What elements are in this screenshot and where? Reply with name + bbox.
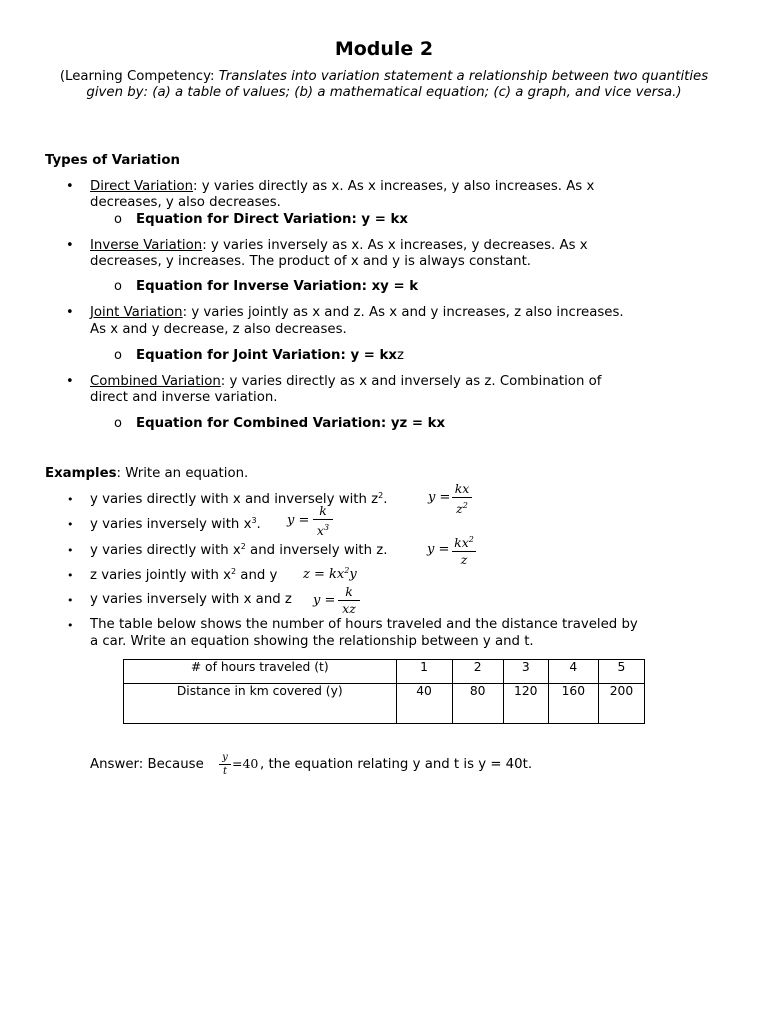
page-title: Module 2	[334, 38, 434, 60]
variation-desc-cont: As x and y decrease, z also decreases.	[90, 322, 347, 337]
equation-inverse: Equation for Inverse Variation: xy = k	[136, 279, 419, 294]
learning-competency	[40, 69, 728, 101]
circle-bullet-icon: o	[114, 416, 122, 431]
bullet-icon: •	[67, 544, 74, 557]
example-suffix: and y	[236, 568, 278, 583]
bullet-icon: •	[67, 518, 74, 531]
denominator-base: z	[456, 501, 463, 516]
denominator	[452, 499, 472, 516]
example-3-fraction	[452, 533, 476, 567]
table-cell: 120	[503, 684, 548, 724]
table-cell: 1	[396, 660, 452, 684]
example-suffix: and inversely with z.	[245, 543, 388, 558]
numerator-base: kx	[454, 535, 469, 550]
bullet-icon: •	[66, 238, 74, 253]
answer-equals: =40	[232, 756, 259, 771]
denominator: z	[460, 552, 468, 567]
answer-prefix: Answer: Because	[90, 757, 204, 772]
denominator: t	[222, 766, 228, 777]
table-cell: 80	[452, 684, 503, 724]
bullet-icon: •	[66, 179, 74, 194]
table-row	[124, 660, 645, 684]
example-5-lhs: y =	[313, 593, 336, 608]
superscript: 2	[378, 491, 384, 500]
example-text: z varies jointly with x	[90, 568, 231, 583]
variation-inverse	[90, 238, 588, 253]
table-cell: 160	[548, 684, 598, 724]
variation-desc-cont: decreases, y also decreases.	[90, 195, 281, 210]
example-3-text	[90, 542, 387, 558]
superscript: 2	[344, 566, 350, 575]
competency-prefix: (Learning Competency:	[59, 69, 219, 84]
numerator: kx	[454, 481, 470, 496]
variation-desc: : y varies inversely as x. As x increases, y decreases. As x	[202, 238, 588, 253]
circle-bullet-icon: o	[114, 212, 122, 227]
superscript: 2	[462, 501, 468, 510]
expression: z = kx	[303, 567, 345, 582]
equation-direct: Equation for Direct Variation: y = kx	[136, 212, 408, 227]
fraction-bar	[219, 764, 231, 765]
variation-desc-cont: direct and inverse variation.	[90, 390, 278, 405]
numerator: y	[222, 752, 228, 763]
example-2-lhs: y =	[287, 513, 310, 528]
data-table	[123, 659, 645, 724]
superscript: 2	[468, 535, 474, 544]
numerator: k	[319, 503, 327, 518]
answer-suffix: , the equation relating y and t is y = 40t.	[260, 757, 533, 772]
bullet-icon: •	[67, 493, 74, 506]
variation-desc: : y varies directly as x and inversely as z. Combination of	[220, 374, 602, 389]
superscript: 3	[251, 516, 257, 525]
table-cell: 200	[598, 684, 644, 724]
examples-heading	[45, 466, 248, 481]
variation-desc-cont: decreases, y increases. The product of x and y is always constant.	[90, 254, 532, 269]
examples-instruction: : Write an equation.	[116, 466, 249, 481]
table-cell: 5	[598, 660, 644, 684]
bullet-icon: •	[66, 374, 74, 389]
bullet-icon: •	[67, 569, 74, 582]
example-suffix: .	[383, 492, 388, 507]
bullet-icon: •	[66, 305, 74, 320]
bullet-icon: •	[67, 594, 74, 607]
answer-fraction	[219, 752, 231, 777]
table-row-label: # of hours traveled (t)	[124, 660, 397, 684]
variation-desc: : y varies directly as x. As x increases, y also increases. As x	[193, 179, 595, 194]
numerator: k	[345, 584, 353, 599]
example-2-text	[90, 516, 261, 532]
variation-name: Inverse Variation	[90, 238, 203, 253]
example-6-text-cont: a car. Write an equation showing the relationship between y and t.	[90, 634, 534, 649]
examples-label: Examples	[45, 466, 117, 481]
expression-tail: y	[349, 567, 357, 582]
variation-name: Joint Variation	[90, 305, 183, 320]
equation-combined: Equation for Combined Variation: yz = kx	[136, 416, 446, 431]
equation-joint-tail: z	[396, 348, 404, 363]
example-2-fraction	[313, 504, 333, 538]
competency-text: Translates into variation statement a relationship between two quantities given by: (a) a table of values; (b) a mathematical equation; (c) a graph, and vice versa.)	[86, 69, 709, 100]
variation-combined	[90, 374, 601, 389]
example-text: y varies directly with x and inversely with z	[90, 492, 379, 507]
table-cell: 4	[548, 660, 598, 684]
bullet-icon: •	[67, 619, 74, 632]
variation-joint	[90, 305, 624, 320]
example-1-lhs: y =	[428, 490, 451, 505]
denominator: xz	[342, 601, 356, 616]
variation-name: Combined Variation	[90, 374, 221, 389]
example-3-lhs: y =	[427, 542, 450, 557]
table-cell: 2	[452, 660, 503, 684]
fraction-bar	[313, 519, 333, 520]
numerator	[452, 533, 476, 550]
types-heading: Types of Variation	[45, 153, 180, 168]
variation-direct	[90, 179, 594, 194]
example-text: y varies directly with x	[90, 543, 241, 558]
variation-desc: : y varies jointly as x and z. As x and y increases, z also increases.	[182, 305, 624, 320]
variation-name: Direct Variation	[90, 179, 194, 194]
superscript: 2	[230, 567, 237, 576]
example-suffix: .	[256, 517, 261, 532]
table-row	[124, 684, 645, 724]
example-5-fraction	[338, 585, 360, 616]
example-1-text	[90, 491, 387, 507]
example-5-text: y varies inversely with x and z	[90, 592, 292, 607]
circle-bullet-icon: o	[114, 279, 122, 294]
table-row-label: Distance in km covered (y)	[124, 684, 397, 724]
circle-bullet-icon: o	[114, 348, 122, 363]
table-cell: 40	[396, 684, 452, 724]
example-text: y varies inversely with x	[90, 517, 252, 532]
denominator-base: x	[316, 523, 324, 538]
example-4-expr	[303, 566, 357, 582]
fraction-bar	[452, 497, 472, 498]
example-6-text: The table below shows the number of hours traveled and the distance traveled by	[90, 617, 638, 632]
table-cell: 3	[503, 660, 548, 684]
equation-joint-text: Equation for Joint Variation: y = kx	[136, 348, 397, 363]
denominator	[313, 521, 333, 538]
superscript: 2	[240, 542, 246, 551]
example-1-fraction	[452, 482, 472, 516]
superscript: 3	[323, 523, 330, 532]
example-4-text	[90, 567, 277, 583]
equation-joint	[136, 348, 404, 363]
